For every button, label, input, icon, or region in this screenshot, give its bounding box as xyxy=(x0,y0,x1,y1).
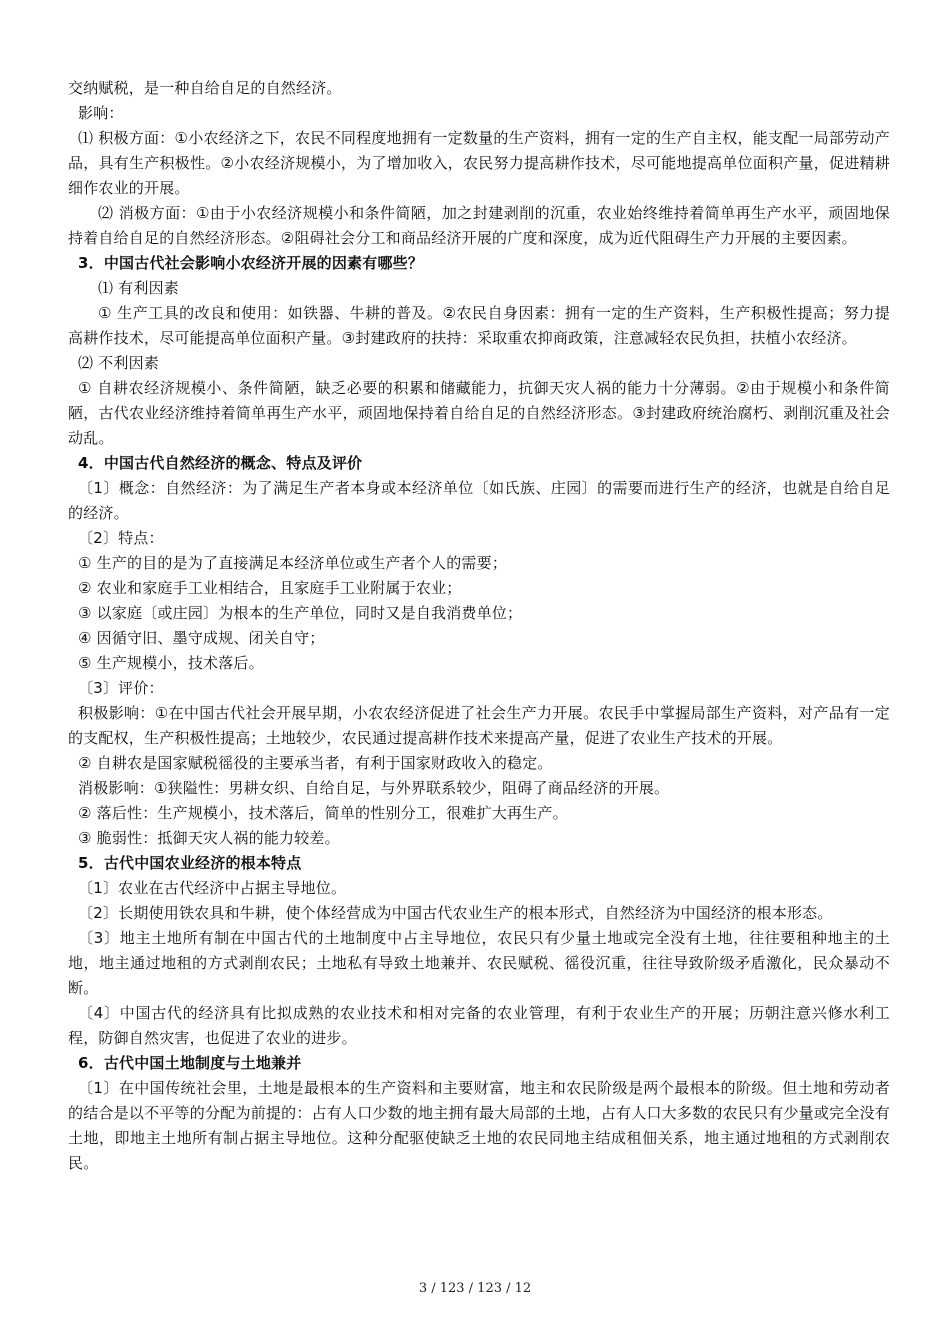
list-item: ⑤ 生产规模小，技术落后。 xyxy=(78,654,264,672)
paragraph: 〔1〕概念：自然经济：为了满足生产者本身或本经济单位〔如氏族、庄园〕的需要而进行生产的经济，也就是自给自足的经济。 xyxy=(68,479,890,522)
paragraph: 积极影响：①在中国古代社会开展早期，小农农经济促进了社会生产力开展。农民手中掌握局部生产资料，对产品有一定的支配权，生产积极性提高；土地较少，农民通过提高耕作技术来提高产量，促进了农业生产技术的开展。 xyxy=(68,704,890,747)
paragraph: 〔3〕评价： xyxy=(78,679,164,697)
paragraph: 交纳赋税，是一种自给自足的自然经济。 xyxy=(68,79,342,97)
section-heading: 4．中国古代自然经济的概念、特点及评价 xyxy=(78,454,363,472)
paragraph: ⑵ 不利因素 xyxy=(78,354,159,372)
paragraph: ① 自耕农经济规模小、条件简陋，缺乏必要的积累和储藏能力，抗御天灾人祸的能力十分薄弱。②由于规模小和条件简陋，古代农业经济维持着简单再生产水平，顽固地保持着自给自足的自然经济形态。③封建政府统治腐朽、剥削沉重及社会动乱。 xyxy=(68,379,890,447)
list-item: ① 生产的目的是为了直接满足本经济单位或生产者个人的需要； xyxy=(78,554,508,572)
list-item: ② 自耕农是国家赋税徭役的主要承当者，有利于国家财政收入的稳定。 xyxy=(78,754,553,772)
paragraph: 〔2〕特点： xyxy=(78,529,164,547)
page-footer: 3 / 123 / 123 / 12 xyxy=(418,1281,532,1296)
paragraph: ① 生产工具的改良和使用：如铁器、牛耕的普及。②农民自身因素：拥有一定的生产资料，生产积极性提高；努力提高耕作技术，尽可能提高单位面积产量。③封建政府的扶持：采取重农抑商政策，注意减轻农民负担，扶植小农经济。 xyxy=(68,304,890,347)
paragraph: 〔1〕在中国传统社会里，土地是最根本的生产资料和主要财富，地主和农民阶级是两个最根本的阶级。但土地和劳动者的结合是以不平等的分配为前提的：占有人口少数的地主拥有最大局部的土地，占有人口大多数的农民只有少量或完全没有土地，即地主土地所有制占据主导地位。这种分配驱使缺乏土地的农民同地主结成租佃关系，地主通过地租的方式剥削农民。 xyxy=(68,1079,890,1172)
paragraph: 消极影响：①狭隘性：男耕女织、自给自足，与外界联系较少，阻碍了商品经济的开展。 xyxy=(78,779,670,797)
paragraph: 〔1〕农业在古代经济中占据主导地位。 xyxy=(78,879,347,897)
list-item: ④ 因循守旧、墨守成规、闭关自守； xyxy=(78,629,325,647)
list-item: ② 落后性：生产规模小，技术落后，简单的性别分工，很难扩大再生产。 xyxy=(78,804,568,822)
paragraph: ⑴ 积极方面：①小农经济之下，农民不同程度地拥有一定数量的生产资料，拥有一定的生产自主权，能支配一局部劳动产品，具有生产积极性。②小农经济规模小，为了增加收入，农民努力提高耕作技术，尽可能地提高单位面积产量，促进精耕细作农业的开展。 xyxy=(68,129,890,197)
paragraph: 〔3〕地主土地所有制在中国古代的土地制度中占主导地位，农民只有少量土地或完全没有土地，往往要租种地主的土地，地主通过地租的方式剥削农民；土地私有导致土地兼并、农民赋税、徭役沉重，往往导致阶级矛盾激化，民众暴动不断。 xyxy=(68,929,890,997)
paragraph: ⑵ 消极方面：①由于小农经济规模小和条件简陋，加之封建剥削的沉重，农业始终维持着简单再生产水平，顽固地保持着自给自足的自然经济形态。②阻碍社会分工和商品经济开展的广度和深度，成为近代阻碍生产力开展的主要因素。 xyxy=(68,204,890,247)
list-item: ② 农业和家庭手工业相结合，且家庭手工业附属于农业； xyxy=(78,579,462,597)
paragraph: ⑴ 有利因素 xyxy=(98,279,179,297)
section-heading: 3．中国古代社会影响小农经济开展的因素有哪些？ xyxy=(78,254,424,272)
list-item: ③ 以家庭〔或庄园〕为根本的生产单位，同时又是自我消费单位； xyxy=(78,604,523,622)
paragraph: 影响： xyxy=(78,104,124,122)
document-body xyxy=(68,76,890,1176)
section-heading: 6．古代中国土地制度与土地兼并 xyxy=(78,1054,302,1072)
paragraph: 〔2〕长期使用铁农具和牛耕，使个体经营成为中国古代农业生产的根本形式，自然经济为中国经济的根本形态。 xyxy=(78,904,833,922)
list-item: ③ 脆弱性：抵御天灾人祸的能力较差。 xyxy=(78,829,340,847)
paragraph: 〔4〕中国古代的经济具有比拟成熟的农业技术和相对完备的农业管理，有利于农业生产的开展；历朝注意兴修水利工程，防御自然灾害，也促进了农业的进步。 xyxy=(68,1004,890,1047)
section-heading: 5．古代中国农业经济的根本特点 xyxy=(78,854,302,872)
